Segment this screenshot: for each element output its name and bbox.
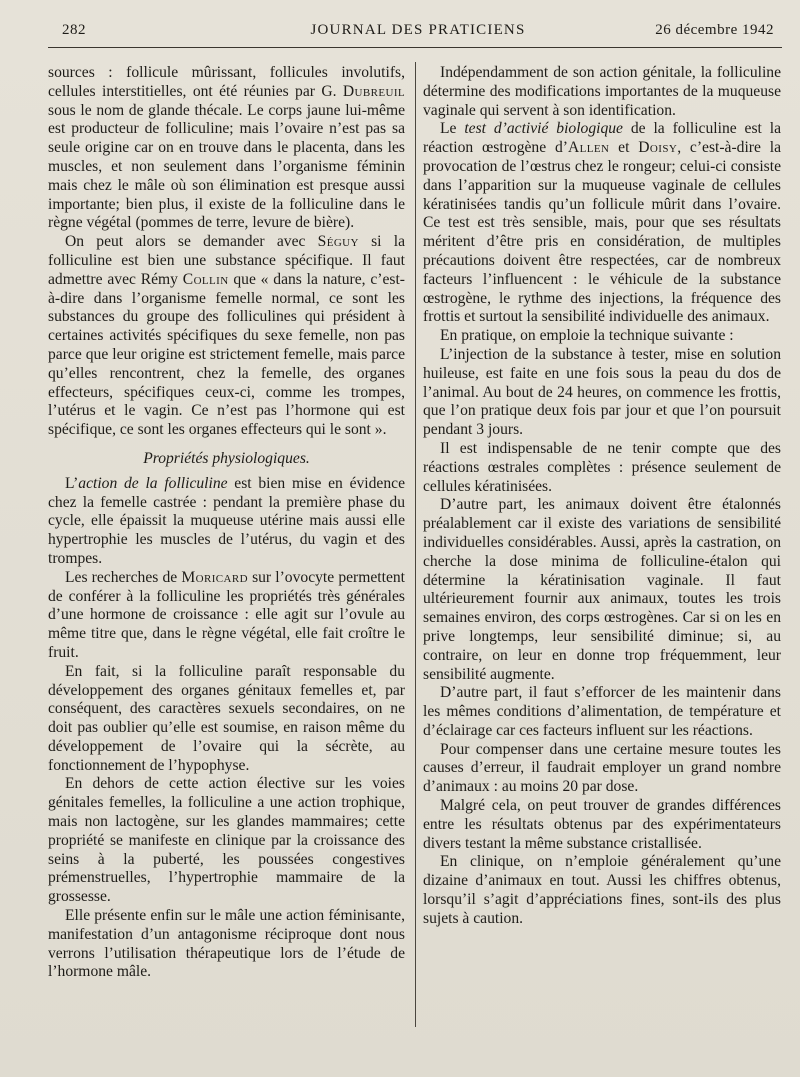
author-name: Doisy [638, 139, 678, 157]
paragraph: En fait, si la folliculine paraît responsable du développement des organes génitaux femelles et, par conséquent, des caractères sexuels secondaires, on ne doit pas oublier qu’elle est soumise, en raison même du développement de l’ovaire qui la sécrète, au fonctionnement de l’hypophyse. [48, 662, 405, 774]
emphasis: test d’activié biologique [464, 120, 623, 138]
running-header [62, 20, 774, 46]
paragraph: L’injection de la substance à tester, mise en solution huileuse, est faite en une fois sous la peau du dos de l’animal. Au bout de 24 heures, on commence les frottis, que l’on pratique deux fois par jour et que l’on poursuit pendant 3 jours. [423, 345, 781, 439]
issue-date: 26 décembre 1942 [655, 22, 774, 38]
author-name: Séguy [317, 233, 359, 251]
paragraph: Elle présente enfin sur le mâle une action féminisante, manifestation d’un antagonisme réciproque dont nous verrons l’utilisation thérapeutique lors de l’étude de l’hormone mâle. [48, 907, 405, 981]
paragraph: Pour compenser dans une certaine mesure toutes les causes d’erreur, il faudrait employer un grand nombre d’animaux : au moins 20 par dose. [423, 740, 781, 796]
paragraph: Les recherches de Moricard sur l’ovocyte permettent de conférer à la folliculine les propriétés très générales d’une hormone de croissance : elle agit sur l’ovule au même titre que, dans le règne végétal, elle fait croître le fruit. [48, 568, 405, 661]
left-column [48, 64, 405, 982]
journal-title: JOURNAL DES PRATICIENS [310, 22, 526, 38]
author-name: Dubreuil [342, 82, 405, 100]
paragraph: En clinique, on n’emploie généralement qu’une dizaine d’animaux en tout. Aussi les chiffres obtenus, lorsqu’il s’agit d’appréciations fines, sont-ils des plus sujets à caution. [423, 853, 781, 927]
paragraph: L’action de la folliculine est bien mise en évidence chez la femelle castrée : pendant la première phase du cycle, elle épaissit la muqueuse utérine mais aussi elle hypertrophie les muscles de l’utérus, du vagin et des trompes. [48, 474, 405, 567]
paragraph: Il est indispensable de ne tenir compte que des réactions œstrales complètes : présence seulement de cellules kératinisées. [423, 439, 781, 495]
page-number: 282 [62, 22, 86, 38]
paragraph: D’autre part, il faut s’efforcer de les maintenir dans les mêmes conditions d’alimentation, de température et d’éclairage car ces facteurs influent sur les réactions. [423, 684, 781, 739]
paragraph: En dehors de cette action élective sur les voies génitales femelles, la folliculine a une action trophique, mais non lactogène, sur les glandes mammaires; cette propriété se manifeste en clinique par la croissance des seins à la puberté, les poussées congestives prémenstruelles, l’hypertrophie mammaire de la grossesse. [48, 775, 405, 906]
paragraph: D’autre part, les animaux doivent être étalonnés préalablement car il existe des variations de sensibilité individuelles considérables. Aussi, après la castration, on cherche la dose minima de folliculine-étalon qui détermine la kératinisation vaginale. Il faut ultérieurement fournir aux animaux, toutes les trois semaines environ, des corps œstrogènes. Car si on les en prive longtemps, leur sensibilité diminue; si, au contraire, on leur en donne trop fréquemment, leur sensibilité augmente. [423, 496, 781, 683]
paragraph: sources : follicule mûrissant, follicules involutifs, cellules interstitielles, ont été réunies par G. Dubreuil sous le nom de glande thécale. Le corps jaune lui-même est producteur de folliculine; mais l’ovaire n’est pas sa seule origine car on en trouve dans le placenta, dans les muscles, et non seulement dans l’organisme féminin mais chez le mâle où son élimination est presque aussi importante; bien plus, il existe de la folliculine dans le règne végétal (pommes de terre, levure de bière). [48, 64, 405, 232]
paragraph: En pratique, on emploie la technique suivante : [440, 327, 734, 345]
author-name: Allen [567, 139, 610, 157]
emphasis: action de la folliculine [78, 474, 228, 492]
header-rule [48, 47, 782, 48]
paragraph: Malgré cela, on peut trouver de grandes différences entre les résultats obtenus par des expérimentateurs divers testant la même substance cristallisée. [423, 797, 781, 852]
paragraph: On peut alors se demander avec Séguy si la folliculine est bien une substance spécifique. Il faut admettre avec Rémy Collin que « dans la nature, c’est-à-dire dans l’organisme femelle normal, ce sont les substances du groupe des folliculines qui président à certaines activités spécifiques du sexe femelle, non pas parce que leur origine est strictement femelle, mais parce qu’elles rencontrent, chez la femelle, des organes effecteurs, spécifiques ceux-ci, comme les trompes, l’utérus et le vagin. Ce n’est pas l’hormone qui est spécifique, ce sont les organes effecteurs qui le sont ». [48, 233, 405, 439]
column-divider [415, 62, 416, 1027]
paragraph: Indépendamment de son action génitale, la folliculine détermine des modifications importantes de la muqueuse vaginale qui servent à son identification. [423, 64, 781, 119]
paragraph: Le test d’activié biologique de la folliculine est la réaction œstrogène d’Allen et Doisy, c’est-à-dire la provocation de l’œstrus chez le rongeur; celui-ci consiste dans l’apparition sur la muqueuse vaginale de cellules kératinisées tandis qu’un follicule mûrit dans l’ovaire. Ce test est très sensible, mais, pour que ses résultats méritent d’être pris en considération, de multiples précautions doivent être respectées, car de nombreux facteurs l’influencent : le véhicule de la substance œstrogène, le rythme des injections, la fréquence des frottis et surtout la sensibilité individuelle des animaux. [423, 120, 782, 326]
right-column [423, 64, 781, 929]
author-name: Collin [182, 270, 229, 288]
section-heading: Propriétés physiologiques. [143, 449, 310, 467]
author-name: Moricard [181, 568, 248, 586]
